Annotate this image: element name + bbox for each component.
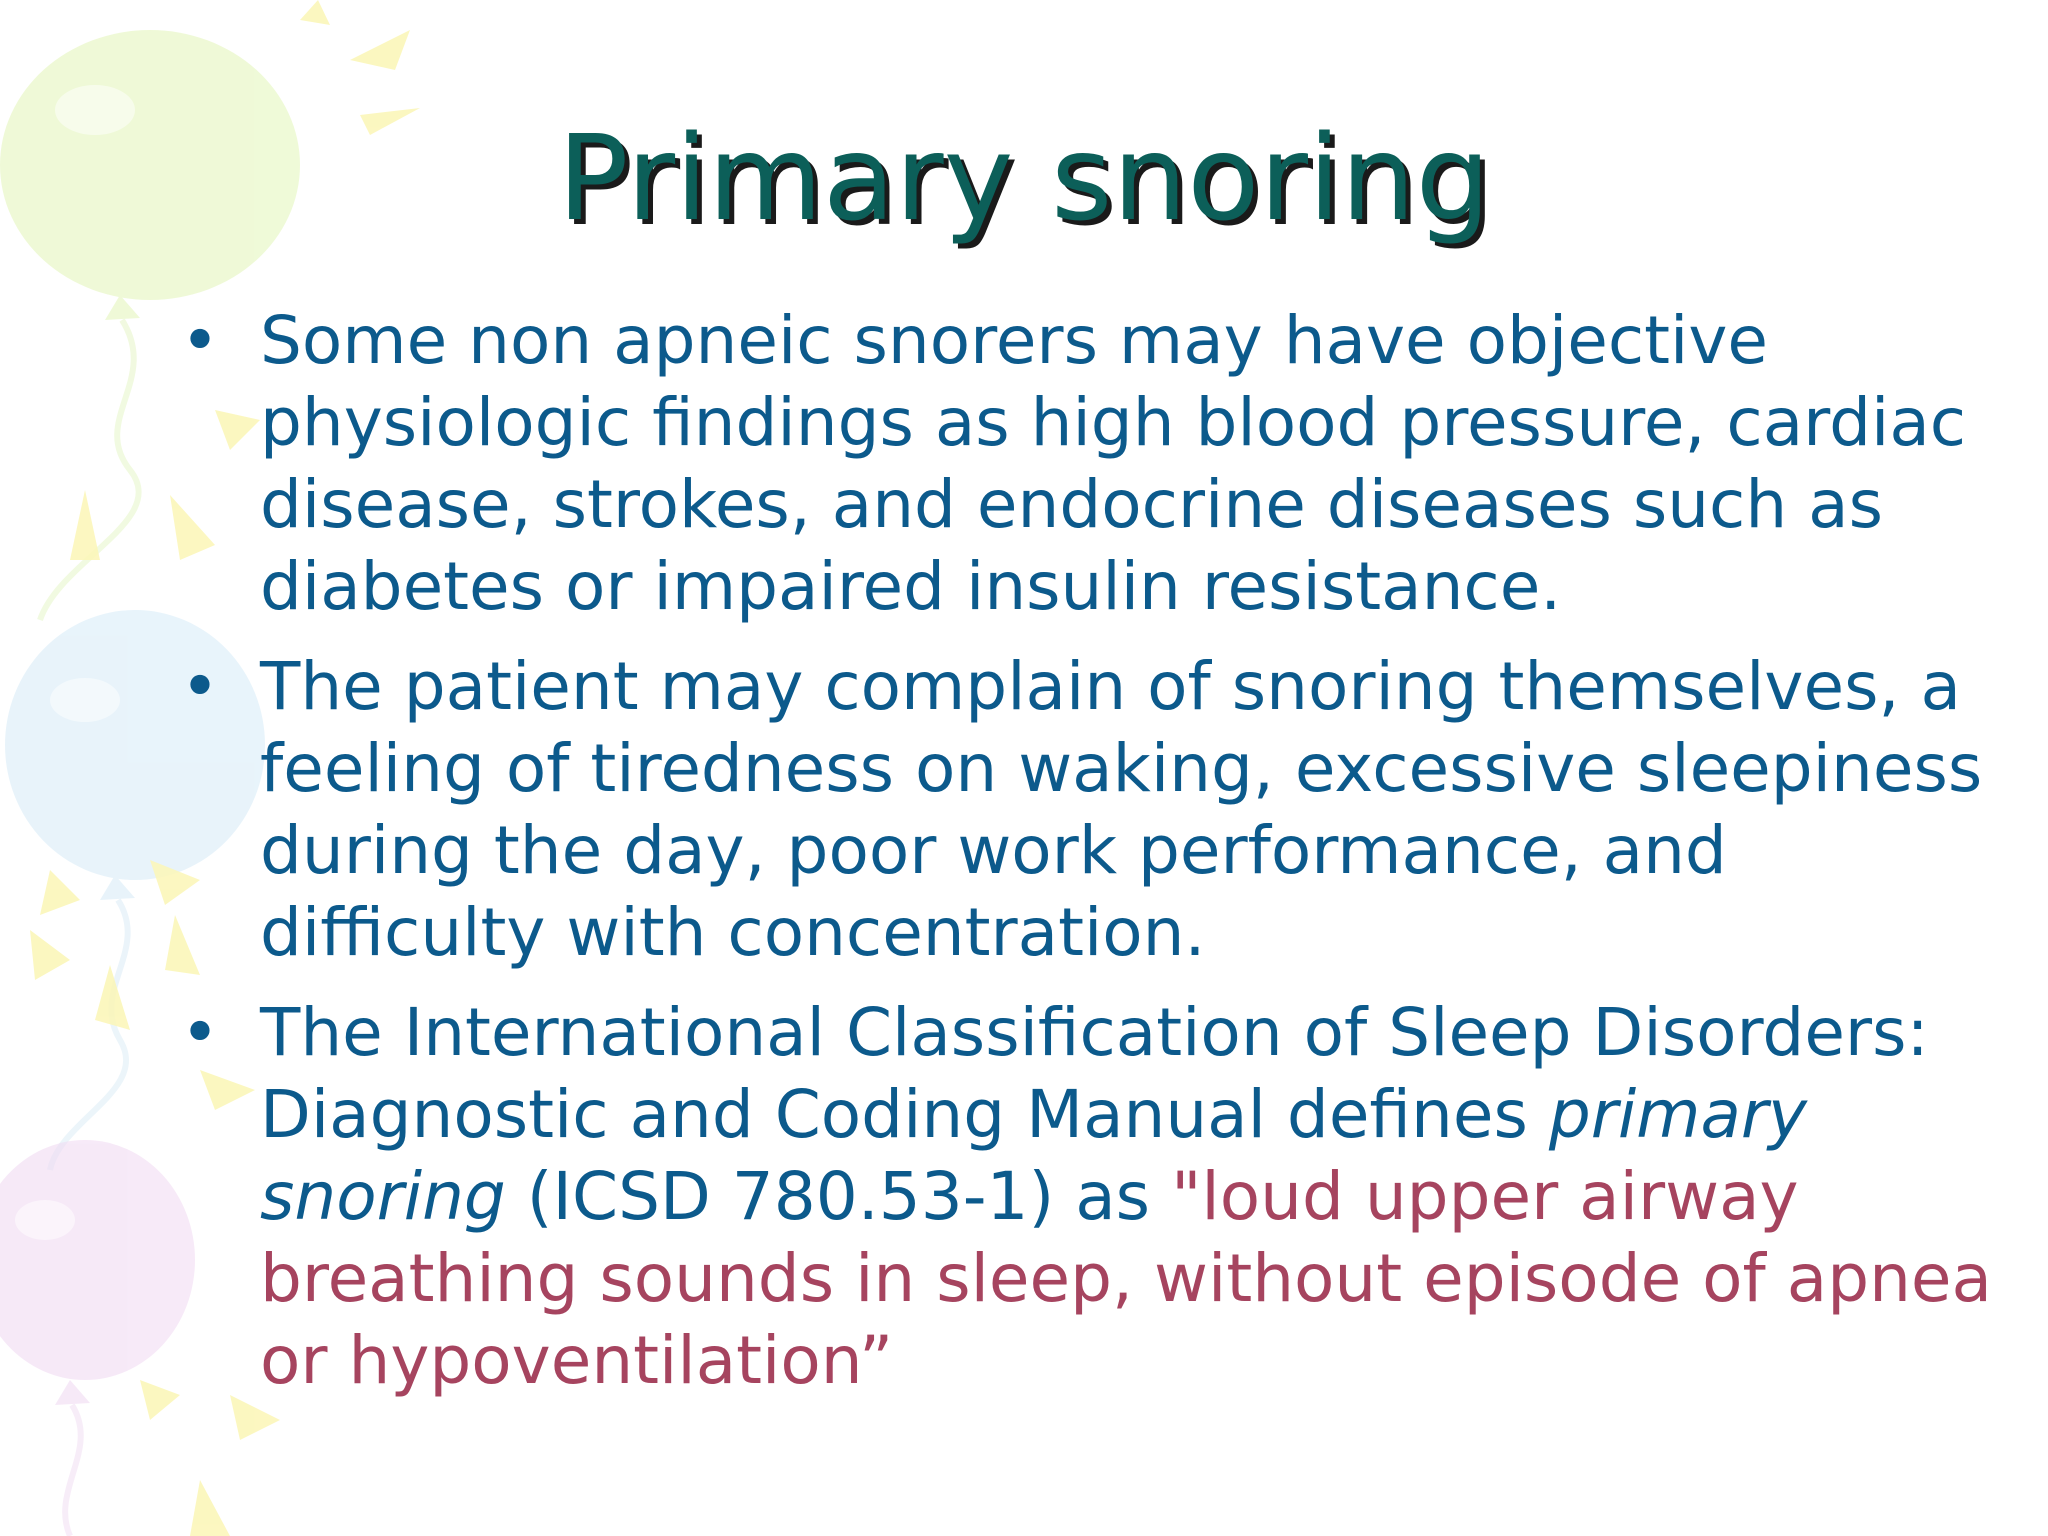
- slide-title: Primary snoring: [557, 109, 1491, 247]
- bullet-term: primary snoring: [260, 1076, 1808, 1235]
- bullet-item: [180, 992, 2010, 1402]
- bullet-item: [180, 300, 2010, 628]
- bullet-quote: "loud upper airway breathing sounds in sleep, without episode of apnea or hypoventilation”: [260, 1158, 1992, 1399]
- bullet-dot-icon: •: [180, 302, 220, 379]
- bullet-dot-icon: •: [180, 648, 220, 725]
- bullet-list: [180, 300, 2010, 1420]
- bullet-text-lead: The International Classification of Sleep Disorders: Diagnostic and Coding Manual defines: [260, 994, 1929, 1153]
- bullet-text: The patient may complain of snoring themselves, a feeling of tiredness on waking, excessive sleepiness during the day, poor work performance, and difficulty with concentration.: [260, 648, 1983, 971]
- bullet-item: [180, 646, 2010, 974]
- bullet-text: Some non apneic snorers may have objective physiologic findings as high blood pressure, cardiac disease, strokes, and endocrine diseases such as diabetes or impaired insulin resistance.: [260, 302, 1967, 625]
- purple-balloon-icon: [0, 1140, 195, 1536]
- bullet-dot-icon: •: [180, 994, 220, 1071]
- bullet-text-middle: (ICSD 780.53-1) as: [505, 1158, 1172, 1235]
